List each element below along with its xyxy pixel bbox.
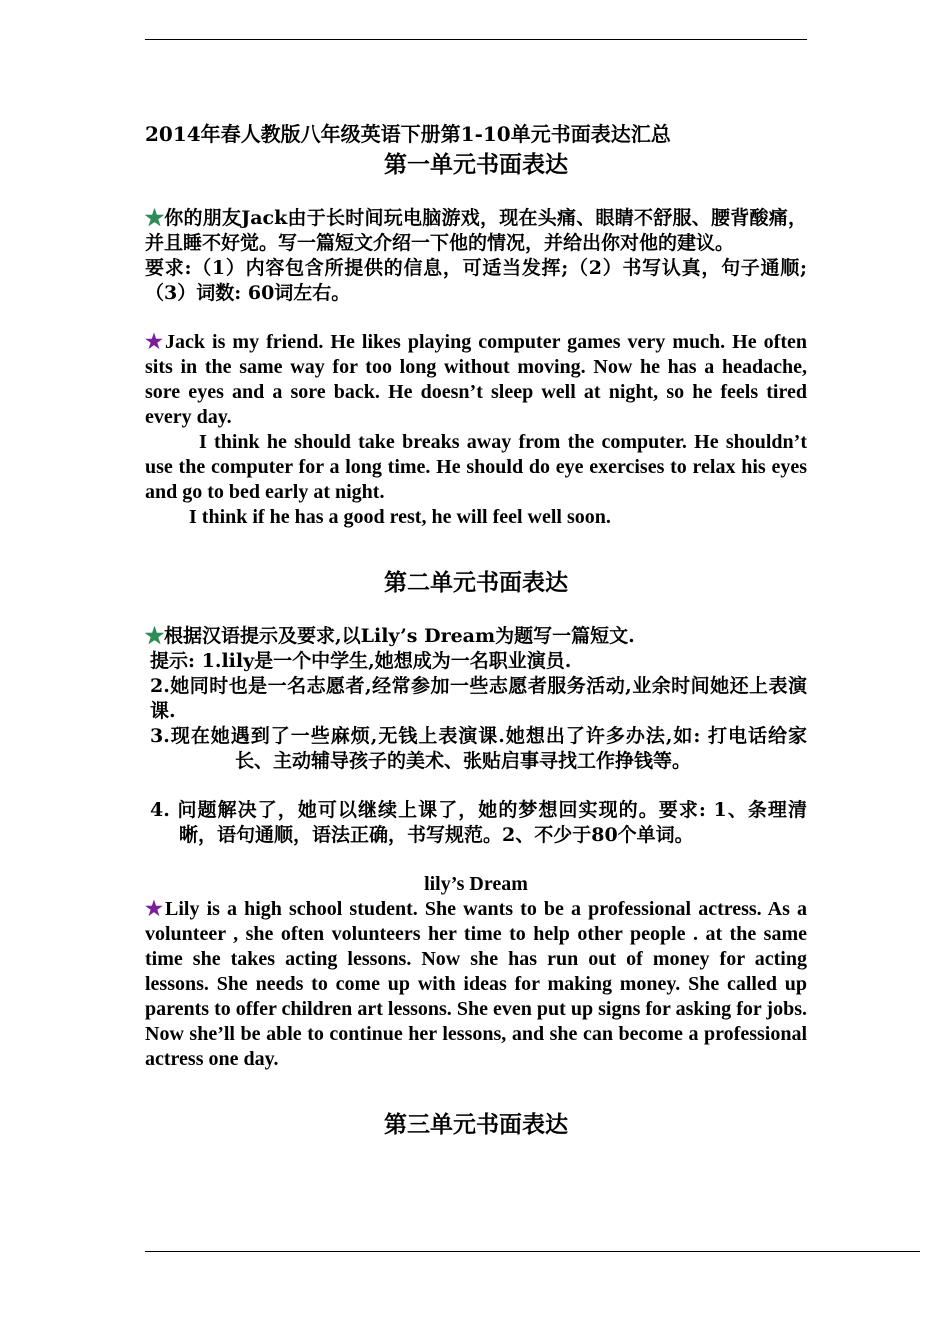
star-icon: ★	[145, 331, 165, 353]
unit2-prompt: ★根据汉语提示及要求,以Lily’s Dream为题写一篇短文.	[145, 625, 635, 647]
document-body	[145, 120, 807, 1142]
unit2-hint-1: 提示: 1.lily是一个中学生,她想成为一名职业演员.	[150, 650, 572, 672]
header-rule	[145, 39, 807, 40]
unit2-hint-2: 2.她同时也是一名志愿者,经常参加一些志愿者服务活动,业余时间她还上表演课.	[150, 675, 807, 722]
star-icon: ★	[145, 207, 165, 229]
unit1-essay-p2: I think he should take breaks away from the computer. He shouldn’t use the computer for a long time. He should do eye exercises to relax his eyes and go to bed early at night.	[145, 431, 807, 503]
unit1-essay-p1: ★Jack is my friend. He likes playing computer games very much. He often sits in the same way for too long without moving. Now he has a headache, sore eyes and a sore back. He doesn’t sleep well at night, so he feels tired every day.	[145, 331, 807, 428]
unit2-heading: 第二单元书面表达	[384, 569, 568, 596]
footer-rule	[145, 1251, 920, 1252]
unit1-essay-p3: I think if he has a good rest, he will feel well soon.	[189, 506, 611, 528]
unit2-hint-3: 3.现在她遇到了一些麻烦,无钱上表演课.她想出了许多办法,如: 打电话给家长、主动辅导孩子的美术、张贴启事寻找工作挣钱等。	[150, 725, 807, 772]
unit1-heading: 第一单元书面表达	[384, 151, 568, 178]
document-title: 2014年春人教版八年级英语下册第1-10单元书面表达汇总	[145, 122, 671, 146]
star-icon: ★	[145, 625, 165, 647]
unit2-essay-title: lily’s Dream	[424, 873, 528, 895]
star-icon: ★	[145, 898, 166, 920]
unit2-hint-4: 4. 问题解决了，她可以继续上课了，她的梦想回实现的。要求: 1、条理清晰，语句通顺，语法正确，书写规范。2、不少于80个单词。	[150, 799, 807, 846]
unit1-prompt: ★你的朋友Jack由于长时间玩电脑游戏，现在头痛、眼睛不舒服、腰背酸痛，并且睡不好觉。写一篇短文介绍一下他的情况，并给出你对他的建议。	[145, 207, 807, 254]
unit2-essay: ★Lily is a high school student. She wants to be a professional actress. As a volunteer , she often volunteers her time to help other people . at the same time she takes acting lessons. Now she has run out of money for acting lessons. She needs to come up with ideas for making money. She called up parents to offer children art lessons. She even put up signs for asking for jobs. Now she’ll be able to continue her lessons, and she can become a professional actress one day.	[145, 898, 807, 1070]
unit1-requirements: 要求:（1）内容包含所提供的信息，可适当发挥;（2）书写认真，句子通顺; （3）词数: 60词左右。	[145, 257, 807, 304]
unit3-heading: 第三单元书面表达	[384, 1111, 568, 1138]
